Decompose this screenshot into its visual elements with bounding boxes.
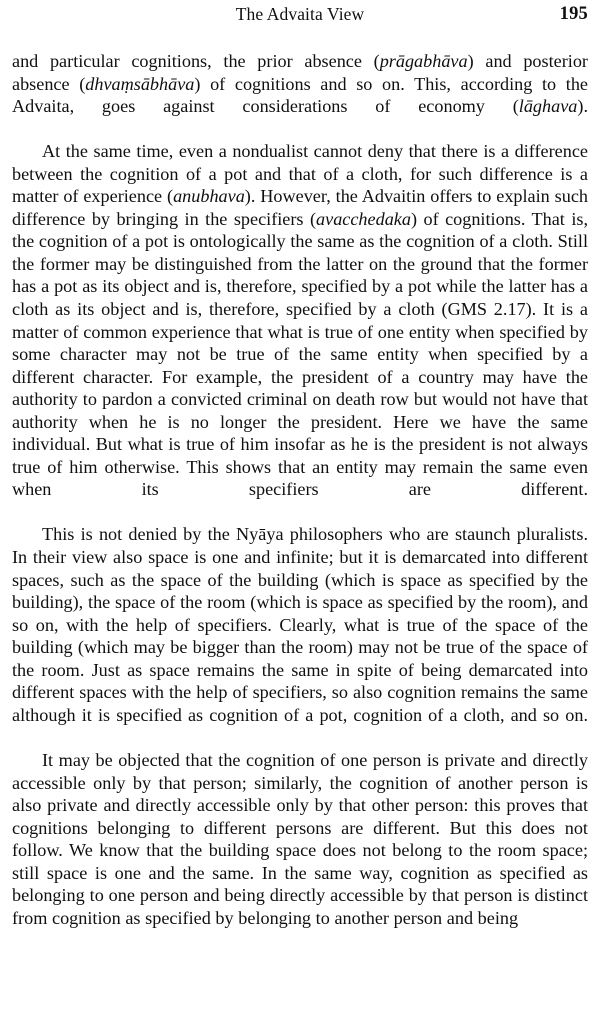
text-run: This is not denied by the Nyāya philosophers who are staunch pluralists. In their view also space is one and infinite; but it is demarcated into different spaces, such as the space of the building (which is space as specified by the building), the space of the room (which is space as specified by the room), and so on, with the help of specifiers. Clearly, what is true of the space of the building (which may be bigger than the room) may not be true of the space of the room. Just as space remains the same in spite of being demarcated into different spaces with the help of specifiers, so also cognition remains the same although it is specified as cognition of a pot, cognition of a cloth, and so on. <box>12 524 588 725</box>
running-head <box>0 4 600 28</box>
sanskrit-term: prāgabhāva <box>379 51 468 71</box>
text-run: It may be objected that the cognition of one person is private and directly accessible only by that person; similarly, the cognition of another person is also private and directly accessible only by that other person: this proves that cognitions belonging to different persons are different. But this does not follow. We know that the building space does not belong to the room space; still space is one and the same. In the same way, cognition as specified as belonging to one person and being directly accessible by that person is distinct from cognition as specified by belonging to another person and being <box>12 749 588 928</box>
text-run: At the same time, even a nondualist cannot deny that there is a difference between the cognition of a pot and that of a cloth, for such difference is a matter of experience ( <box>12 141 588 207</box>
paragraph <box>12 749 588 929</box>
paragraph <box>12 140 588 523</box>
text-run: ). <box>577 96 588 117</box>
text-run: and particular cognitions, the prior absence ( <box>12 51 380 71</box>
paragraph <box>12 523 588 748</box>
page-number: 195 <box>559 4 588 24</box>
body-text-block <box>12 50 588 929</box>
text-run: ) of cognitions. That is, the cognition of a pot is ontologically the same as the cognition of a cloth. Still the former may be distinguished from the latter on the ground that the former has a pot as its object and is, therefore, specified by a pot while the latter has a cloth as its object and is, therefore, specified by a cloth (GMS 2.17). It is a matter of common experience that what is true of one entity when specified by some character may not be true of the same entity when specified by a different character. For example, the president of a country may have the authority to pardon a convicted criminal on death row but would not have that authority when he is no longer the president. Here we have the same individual. But what is true of him insofar as he is the president is not always true of him otherwise. This shows that an entity may remain the same even when its specifiers are different. <box>12 208 588 500</box>
running-head-title: The Advaita View <box>235 4 365 24</box>
text-run: ). However, the Advaitin offers to explain such difference by bringing in the specifiers ( <box>12 186 588 229</box>
sanskrit-term: dhvaṃsābhāva <box>85 73 195 94</box>
sanskrit-term: lāghava <box>518 96 578 117</box>
sanskrit-term: avacchedaka <box>316 208 411 229</box>
text-run: ) and posterior absence ( <box>12 51 588 94</box>
text-run: ) of cognitions and so on. This, according to the Advaita, goes against considerations of economy ( <box>12 73 588 117</box>
sanskrit-term: anubhava <box>173 186 245 207</box>
paragraph <box>12 50 588 140</box>
